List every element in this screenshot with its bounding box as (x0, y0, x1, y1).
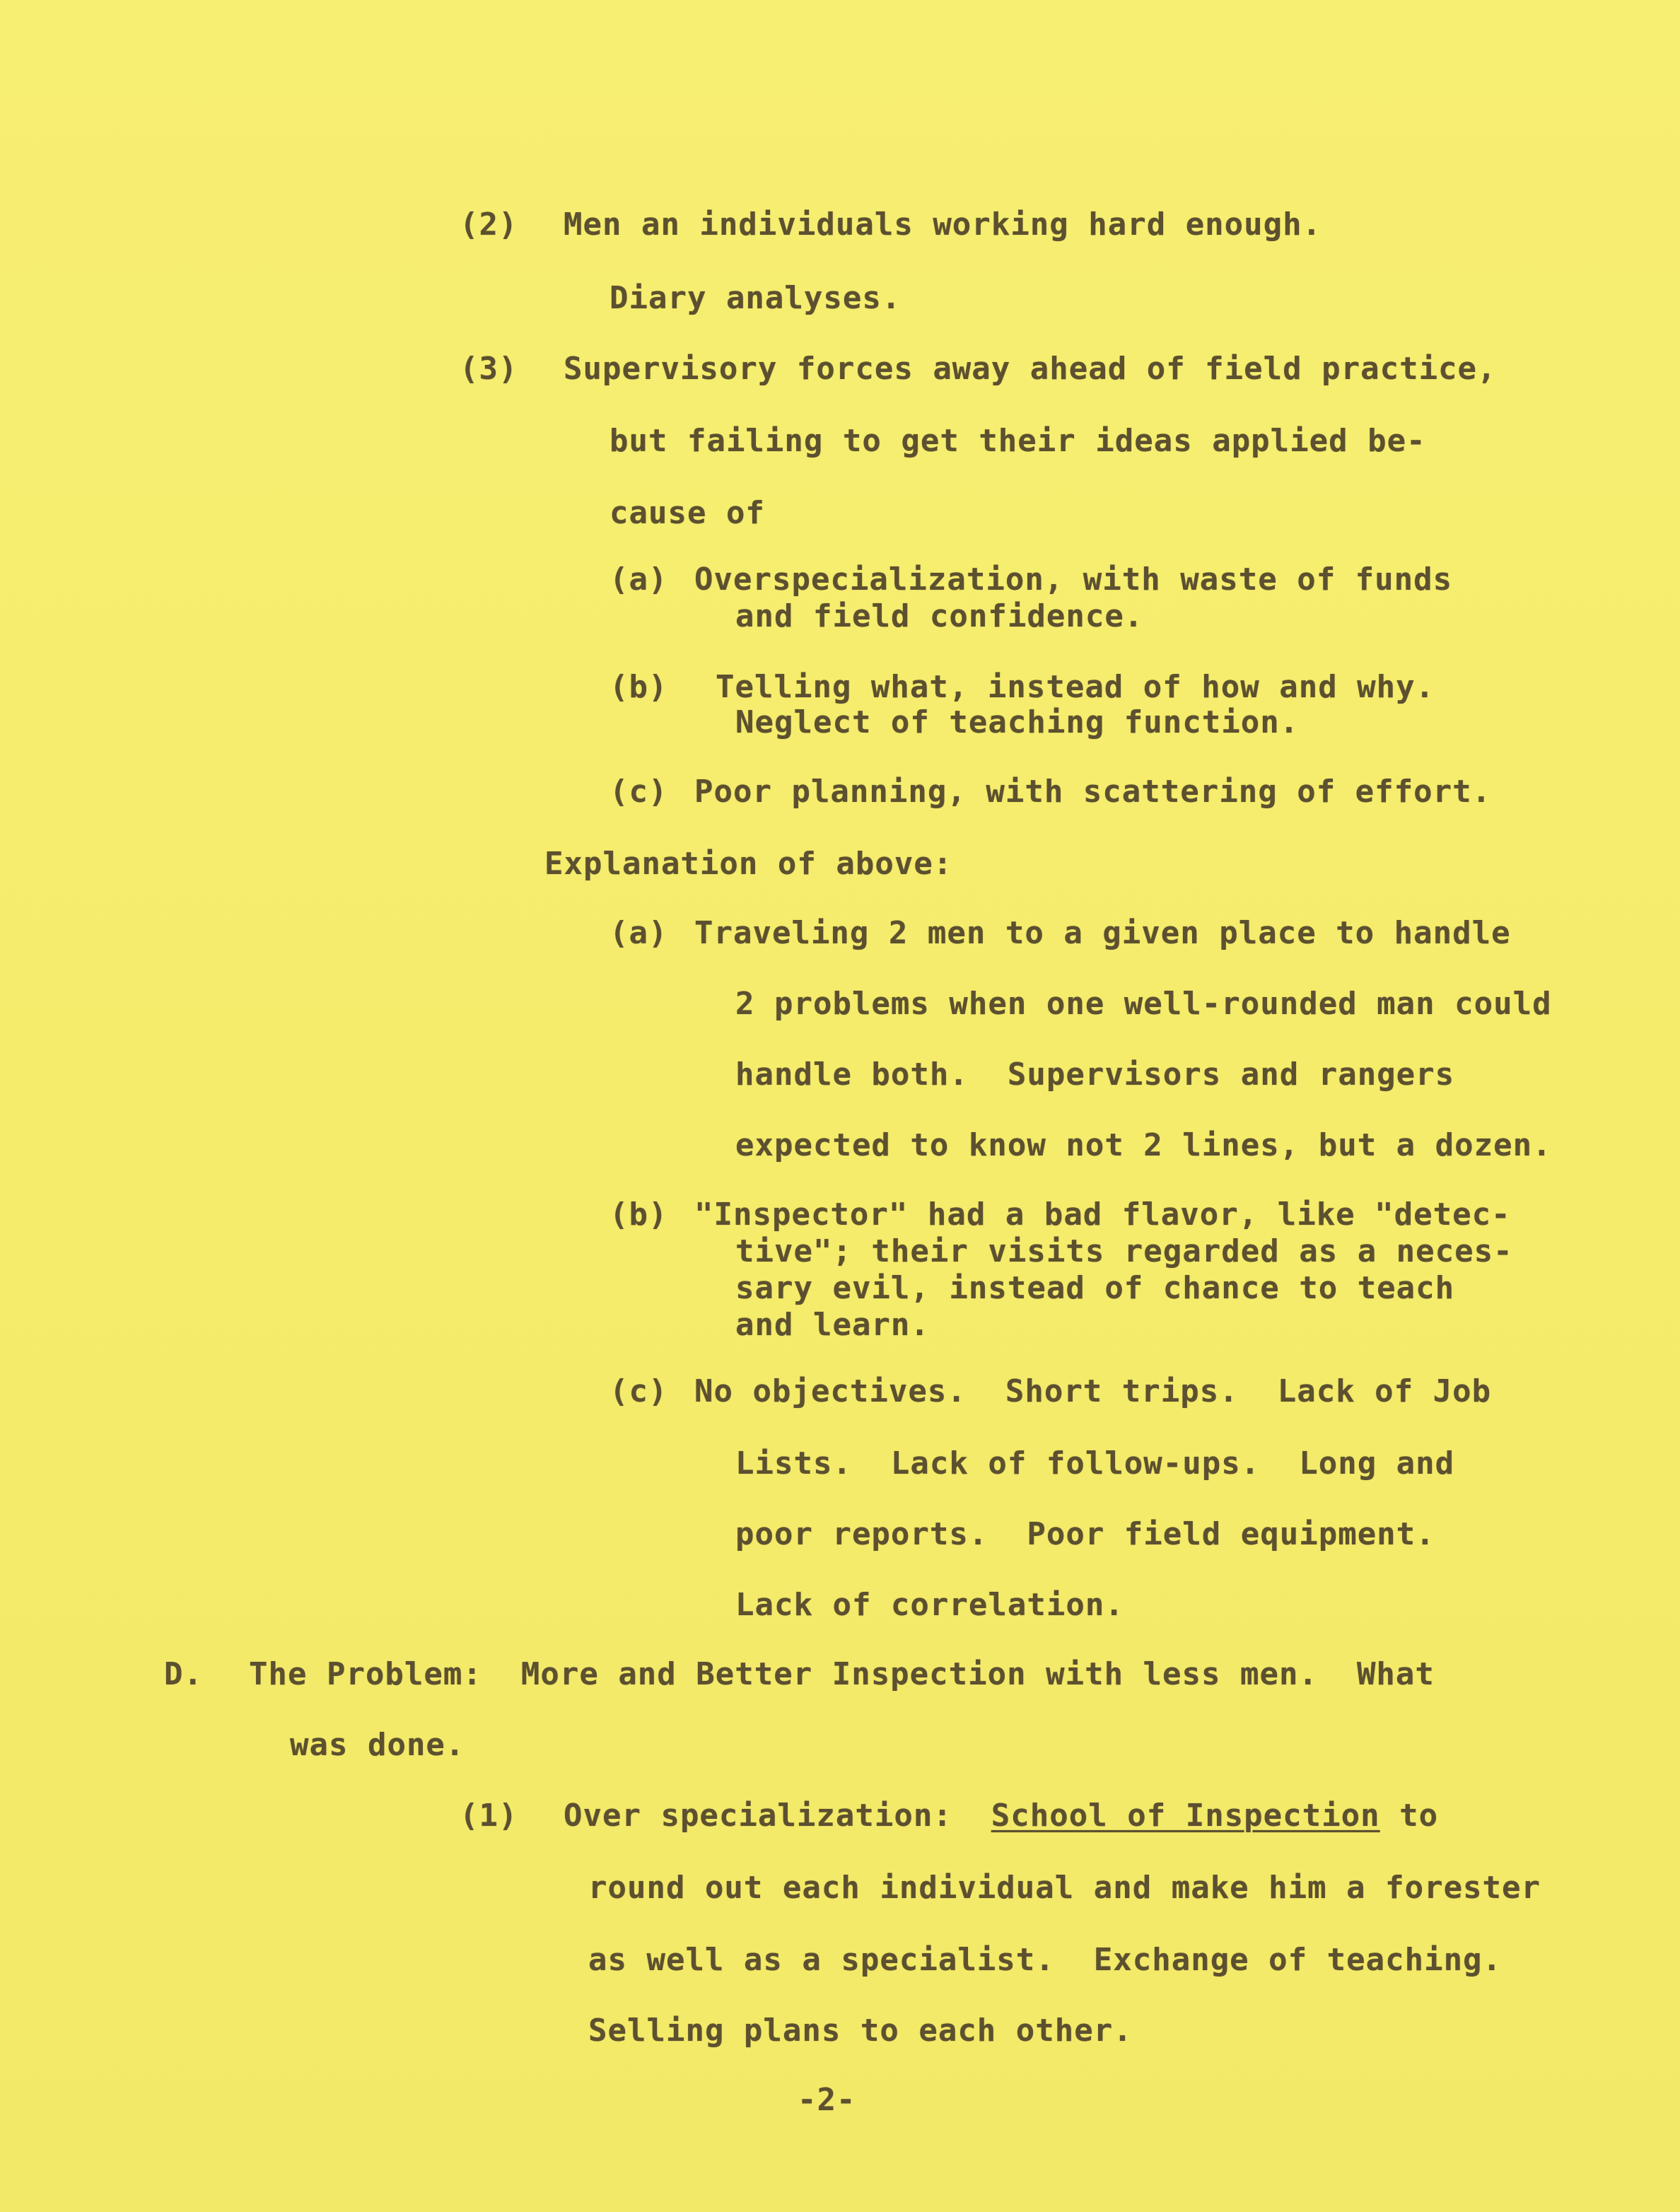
section-d-line: The Problem: More and Better Inspection with less men. What (249, 1656, 1435, 1692)
explanation-b-line: "Inspector" had a bad flavor, like "detec- (694, 1197, 1511, 1233)
item-3a-line: and field confidence. (735, 598, 1144, 634)
item-3-line: Supervisory forces away ahead of field practice, (564, 351, 1497, 387)
item-3c-line: Poor planning, with scattering of effort. (694, 774, 1492, 810)
explanation-c-label: (c) (609, 1373, 668, 1409)
explanation-a-line: 2 problems when one well-rounded man could (735, 986, 1552, 1022)
section-d-item-1-line: Selling plans to each other. (588, 2013, 1133, 2049)
item-2-number: (2) (460, 206, 518, 243)
explanation-c-line: Lack of correlation. (735, 1587, 1124, 1623)
section-d-line: was done. (290, 1727, 465, 1763)
item-3a-label: (a) (609, 561, 668, 598)
explanation-a-line: Traveling 2 men to a given place to handle (694, 915, 1511, 951)
explanation-b-line: sary evil, instead of chance to teach (735, 1270, 1455, 1306)
section-d-item-1-line: round out each individual and make him a forester (588, 1870, 1541, 1906)
page-number: -2- (798, 2082, 856, 2118)
explanation-a-line: handle both. Supervisors and rangers (735, 1056, 1455, 1093)
item-2-subtext: Diary analyses. (609, 280, 902, 316)
item-2-text: Men an individuals working hard enough. (564, 206, 1322, 243)
section-d-item-1-number: (1) (460, 1798, 518, 1834)
section-d-item-1-line: as well as a specialist. Exchange of teaching. (588, 1942, 1503, 1978)
explanation-c-line: Lists. Lack of follow-ups. Long and (735, 1445, 1455, 1482)
explanation-b-line: and learn. (735, 1307, 930, 1343)
explanation-heading: Explanation of above: (544, 846, 953, 882)
item-3c-label: (c) (609, 774, 668, 810)
explanation-b-label: (b) (609, 1197, 668, 1233)
school-of-inspection-underlined: School of Inspection (991, 1798, 1380, 1834)
explanation-c-line: No objectives. Short trips. Lack of Job (694, 1373, 1492, 1409)
item-3b-line: Telling what, instead of how and why. (716, 669, 1435, 705)
explanation-a-label: (a) (609, 915, 668, 951)
section-d-item-1-post: to (1379, 1798, 1439, 1834)
item-3b-line: Neglect of teaching function. (735, 704, 1300, 740)
section-d-label: D. (164, 1656, 203, 1692)
section-d-item-1-pre: Over specialization: (564, 1798, 991, 1834)
section-d-item-1-first-line (564, 1798, 1438, 1834)
item-3-number: (3) (460, 351, 518, 387)
item-3a-line: Overspecialization, with waste of funds (694, 561, 1453, 598)
explanation-a-line: expected to know not 2 lines, but a dozen. (735, 1127, 1552, 1163)
item-3b-label: (b) (609, 669, 668, 705)
explanation-b-line: tive"; their visits regarded as a neces- (735, 1233, 1513, 1269)
item-3-line: but failing to get their ideas applied be- (609, 423, 1426, 459)
explanation-c-line: poor reports. Poor field equipment. (735, 1516, 1435, 1552)
item-3-line: cause of (609, 495, 765, 531)
